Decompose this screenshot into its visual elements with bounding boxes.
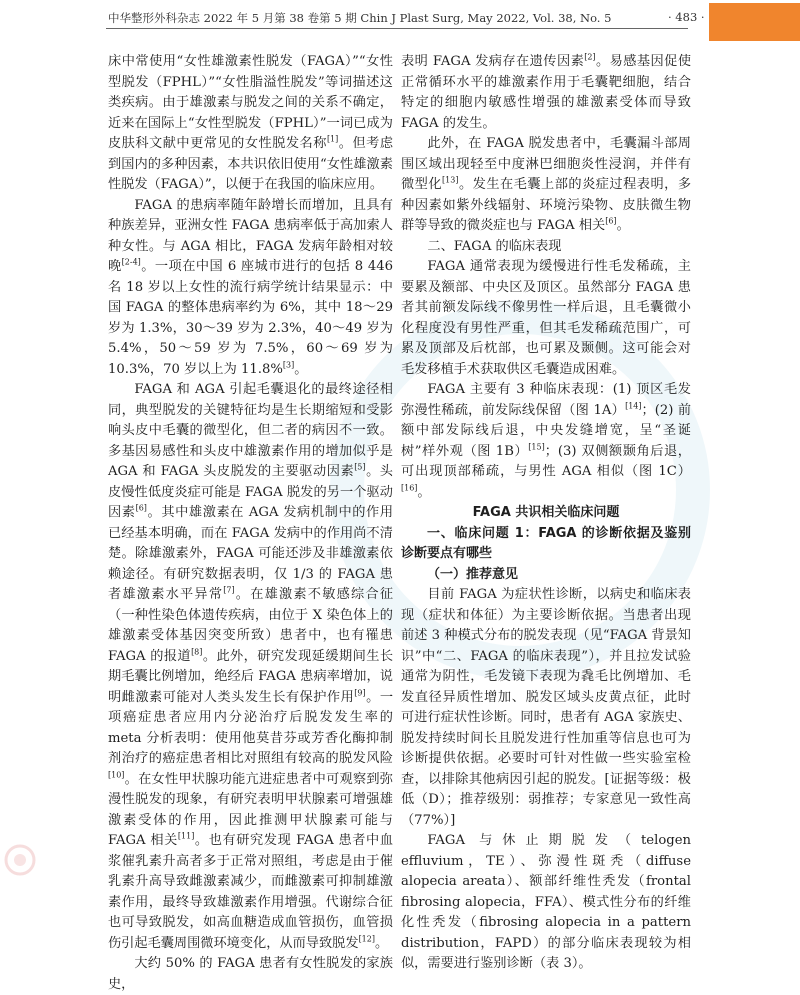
paragraph: FAGA 和 AGA 引起毛囊退化的最终途径相同，典型脱发的关键特征均是生长期缩短和受影响头皮中毛囊的微型化，但二者的病因不一致。多基因易感性和头皮中雄激素作用的增加似乎是 AGA 和 FAGA 头皮脱发的主要驱动因素[5]。头皮慢性低度炎症可能是 FAGA 脱发的另一个驱动因素[6]。其中雄激素在 AGA 发病机制中的作用已经基本明确，而在 FAGA 发病中的作用尚不清楚。除雄激素外，FAGA 可能还涉及非雄激素依赖途径。有研究数据表明，仅 1/3 的 FAGA 患者雄激素水平异常[7]。在雄激素不敏感综合征（一种性染色体遗传疾病，由位于 X 染色体上的雄激素受体基因突变所致）患者中，也有罹患 FAGA 的报道[8]。此外，研究发现延缓期间生长期毛囊比例增加，绝经后 FAGA 患病率增加，说明雌激素可能对人类头发生长有保护作用[9]。一项癌症患者应用内分泌治疗后脱发发生率的 meta 分析表明：使用他莫昔芬或芳香化酶抑制剂治疗的癌症患者相比对照组有较高的脱发风险[10]。在女性甲状腺功能亢进症患者中可观察到弥漫性脱发的现象，有研究表明甲状腺素可增强雄激素受体的作用，因此推测甲状腺素可能与 FAGA 相关[11]。也有研究发现 FAGA 患者中血浆催乳素升高者多于正常对照组，考虑是由于催乳素升高导致雌激素减少，而雌激素可抑制雄激素作用，最终导致雄激素作用增强。代谢综合征也可导致脱发，如高血糖造成血管损伤，血管损伤引起毛囊周围微环境变化，从而导致脱发[12]。 [108,382,394,951]
recommendation-heading: （一）推荐意见 [427,566,519,582]
paragraph: FAGA 主要有 3 种临床表现：(1) 顶区毛发弥漫性稀疏，前发际线保留（图 1A）[14]；(2) 前额中部发际线后退，中央发缝增宽，呈“圣诞树”样外观（图 1B）[15]；(3) 双侧额颞角后退，可出现顶部稀疏，与男性 AGA 相似（图 1C）[16]。 [401,382,692,500]
right-column [401,52,691,975]
citation[interactable]: [3] [282,360,295,370]
paragraph: FAGA 通常表现为缓慢进行性毛发稀疏，主要累及额部、中央区及顶区。虽然部分 FAGA 患者其前额发际线不像男性一样后退，且毛囊微小化程度没有男性严重，但其毛发稀疏范围广，可累及顶部及后枕部，也可累及颞侧。这可能会对毛发移植手术获取供区毛囊造成困难。 [401,259,691,377]
citation[interactable]: [5] [354,462,366,472]
citation[interactable]: [14] [625,401,642,411]
citation[interactable]: [2] [584,52,596,62]
citation[interactable]: [12] [358,934,375,944]
paragraph: FAGA 的患病率随年龄增长而增加，且具有种族差异，亚洲女性 FAGA 患病率低于高加索人种女性。与 AGA 相比，FAGA 发病年龄相对较晚[2-4]。一项在中国 6 座城市进行的包括 8 446 名 18 岁以上女性的流行病学统计结果显示：中国 FAGA 的整体患病率约为 6%，其中 18～29 岁为 1.3%，30～39 岁为 2.3%，40～49 岁为 5.4%，50～59 岁为 7.5%，60～69 岁为 10.3%，70 岁以上为 11.8%[3]。 [108,197,394,377]
paragraph: 大约 50% 的 FAGA 患者有女性脱发的家族史， [108,956,393,992]
citation[interactable]: [9] [354,688,366,698]
citation[interactable]: [8] [191,647,203,657]
citation[interactable]: [13] [442,175,459,185]
citation[interactable]: [6] [135,503,147,513]
running-header [0,0,800,42]
section-title: FAGA 共识相关临床问题 [472,505,620,520]
question-heading: 一、临床问题 1：FAGA 的诊断依据及鉴别诊断要点有哪些 [401,525,691,561]
citation[interactable]: [15] [528,442,545,452]
left-column [108,52,393,995]
paragraph: 床中常使用“女性雄激素性脱发（FAGA）”“女性型脱发（FPHL）”“女性脂溢性脱发”等词描述这类疾病。由于雄激素与脱发之间的关系不确定，近来在国际上“女性型脱发（FPHL）”一词已成为皮肤科文献中更常见的女性脱发名称[1]。但考虑到国内的多种因素，本共识依旧使用“女性雄激素性脱发（FAGA）”，以便于在我国的临床应用。 [108,54,394,192]
citation[interactable]: [2-4] [121,257,141,267]
subsection-heading: 二、FAGA 的临床表现 [427,238,562,254]
publisher-seal-icon [0,800,110,895]
citation[interactable]: [1] [326,134,339,144]
paragraph: 表明 FAGA 发病存在遗传因素[2]。易感基因促使正常循环水平的雄激素作用于毛囊靶细胞，结合特定的细胞内敏感性增强的雄激素受体而导致 FAGA 的发生。 [401,52,692,131]
paragraph: 此外，在 FAGA 脱发患者中，毛囊漏斗部周围区域出现轻至中度淋巴细胞炎性浸润，并伴有微型化[13]。发生在毛囊上部的炎症过程表明，多种因素如紫外线辐射、环境污染物、皮肤微生物群等导致的微炎症也与 FAGA 相关[6]。 [401,136,692,233]
section-tab [709,3,800,41]
citation[interactable]: [16] [401,483,418,493]
journal-header: 中华整形外科杂志 2022 年 5 月第 38 卷第 5 期 Chin J Plast Surg, May 2022, Vol. 38, No. 5 [108,11,612,25]
citation[interactable]: [10] [108,770,125,780]
header-rule [106,28,688,29]
paragraph: FAGA 与休止期脱发（telogen effluvium，TE）、弥漫性斑秃（diffuse alopecia areata）、额部纤维性秃发（frontal fibrosing alopecia，FFA）、模式性分布的纤维化性秃发（fibrosing alopecia in a pattern distribution，FAPD）的部分临床表现较为相似，需要进行鉴别诊断（表 3）。 [401,833,691,971]
paragraph: 目前 FAGA 为症状性诊断，以病史和临床表现（症状和体征）为主要诊断依据。当患者出现前述 3 种模式分布的脱发表现（见“FAGA 背景知识”中“二、FAGA 的临床表现”），并且拉发试验通常为阴性，毛发镜下表现为毳毛比例增加、毛发直径异质性增加、脱发区域头皮黄点征，此时可进行症状性诊断。同时，患者有 AGA 家族史、脱发持续时间长且脱发进行性加重等信息也可为诊断提供依据。必要时可针对性做一些实验室检查，以排除其他病因引起的脱发。[证据等级：极低（D）；推荐级别：弱推荐；专家意见一致性高（77%）] [401,587,691,828]
page-number: · 483 · [668,10,705,24]
citation[interactable]: [7] [223,585,235,595]
citation[interactable]: [11] [177,831,195,841]
citation[interactable]: [6] [605,216,617,226]
